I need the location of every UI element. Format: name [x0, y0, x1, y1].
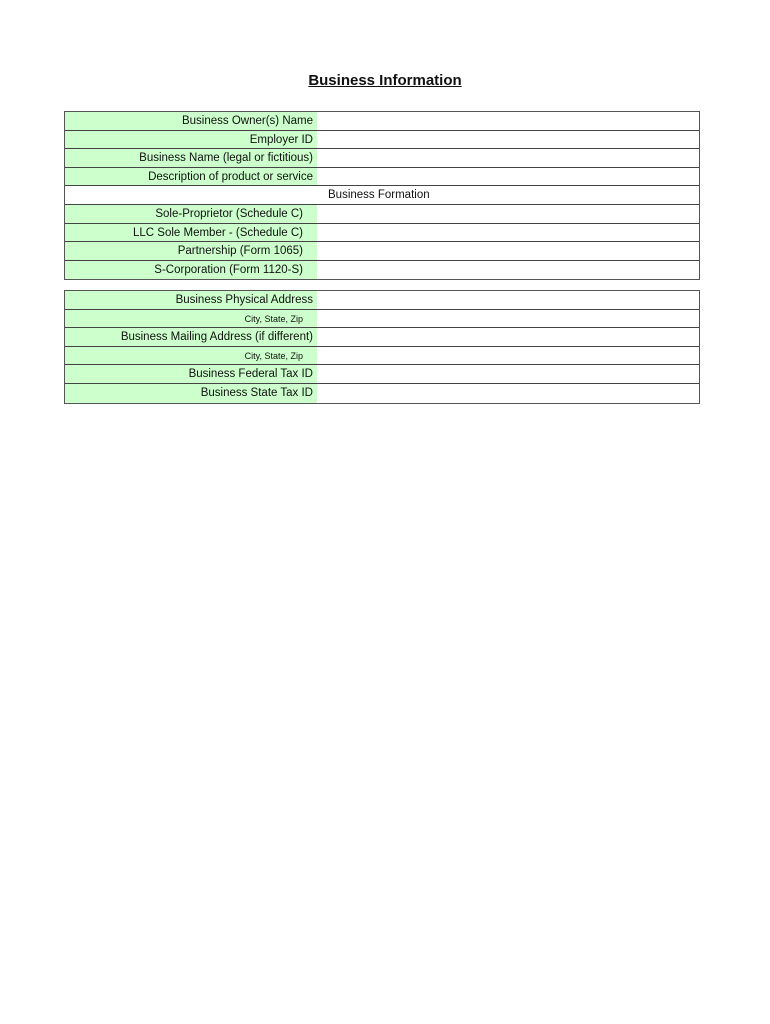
table-row	[65, 291, 699, 310]
table-row	[65, 328, 699, 347]
table-row	[65, 224, 699, 243]
field-label: Partnership (Form 1065)	[65, 242, 317, 260]
table-row	[65, 261, 699, 280]
field-label: Business Federal Tax ID	[65, 365, 317, 383]
s-corporation-field[interactable]	[317, 261, 699, 280]
sole-proprietor-field[interactable]	[317, 205, 699, 223]
field-label: Employer ID	[65, 131, 317, 149]
field-label: S-Corporation (Form 1120-S)	[65, 261, 317, 280]
physical-address-field[interactable]	[317, 291, 699, 309]
table-row	[65, 310, 699, 329]
llc-sole-member-field[interactable]	[317, 224, 699, 242]
field-label: Business Mailing Address (if different)	[65, 328, 317, 346]
table-row	[65, 365, 699, 384]
table-row	[65, 205, 699, 224]
formation-header-row	[65, 186, 699, 205]
field-label: LLC Sole Member - (Schedule C)	[65, 224, 317, 242]
mailing-address-field[interactable]	[317, 328, 699, 346]
field-label: Business Owner(s) Name	[65, 112, 317, 130]
table-row	[65, 384, 699, 403]
employer-id-field[interactable]	[317, 131, 699, 149]
business-name-field[interactable]	[317, 149, 699, 167]
partnership-field[interactable]	[317, 242, 699, 260]
state-tax-id-field[interactable]	[317, 384, 699, 403]
address-tax-table	[64, 290, 700, 404]
mailing-city-state-zip-field[interactable]	[317, 347, 699, 365]
table-row	[65, 149, 699, 168]
table-row	[65, 112, 699, 131]
description-field[interactable]	[317, 168, 699, 186]
physical-city-state-zip-field[interactable]	[317, 310, 699, 328]
table-row	[65, 347, 699, 366]
field-label: Business Physical Address	[65, 291, 317, 309]
table-row	[65, 242, 699, 261]
field-label: Business Name (legal or fictitious)	[65, 149, 317, 167]
field-label: Business State Tax ID	[65, 384, 317, 403]
table-row	[65, 131, 699, 150]
owner-name-field[interactable]	[317, 112, 699, 130]
field-label: Description of product or service	[65, 168, 317, 186]
field-label: Sole-Proprietor (Schedule C)	[65, 205, 317, 223]
field-label: City, State, Zip	[65, 310, 317, 328]
federal-tax-id-field[interactable]	[317, 365, 699, 383]
table-row	[65, 168, 699, 187]
page-title: Business Information	[308, 72, 462, 89]
business-info-table	[64, 111, 700, 280]
formation-header: Business Formation	[328, 189, 430, 202]
field-label: City, State, Zip	[65, 347, 317, 365]
